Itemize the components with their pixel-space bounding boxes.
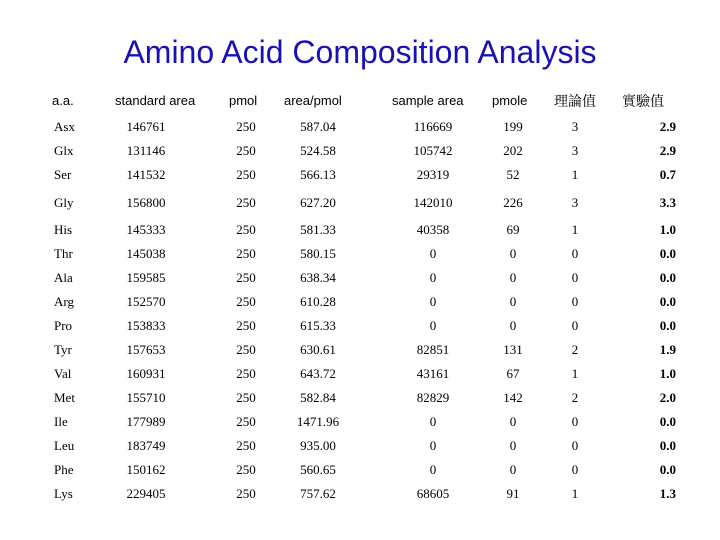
standard-area-cell: 160931 (126, 366, 166, 381)
standard-area-cell: 155710 (126, 390, 166, 405)
area-per-pmol-cell: 643.72 (300, 366, 336, 381)
pmol-cell: 250 (236, 222, 256, 237)
theoretical-cell: 3 (571, 195, 579, 210)
table-row (0, 390, 720, 410)
sample-area-cell: 0 (429, 294, 437, 309)
theoretical-cell: 1 (571, 486, 579, 501)
area-per-pmol-cell: 630.61 (300, 342, 336, 357)
table-row (0, 414, 720, 434)
area-per-pmol-cell: 582.84 (300, 390, 336, 405)
table-row (0, 167, 720, 187)
area-per-pmol-cell: 1471.96 (296, 414, 340, 429)
sample-area-cell: 105742 (413, 143, 453, 158)
table-row (0, 318, 720, 338)
table-row (0, 119, 720, 139)
pmol-cell: 250 (236, 318, 256, 333)
area-per-pmol-cell: 757.62 (300, 486, 336, 501)
area-per-pmol-cell: 566.13 (300, 167, 336, 182)
header-pmole: pmole (492, 93, 528, 108)
experimental-cell: 1.9 (659, 342, 676, 357)
standard-area-cell: 152570 (126, 294, 166, 309)
sample-area-cell: 82851 (416, 342, 450, 357)
experimental-cell: 0.7 (659, 167, 676, 182)
pmole-cell: 91 (506, 486, 520, 501)
table-row (0, 486, 720, 506)
amino-acid-cell: Ser (54, 167, 72, 182)
area-per-pmol-cell: 610.28 (300, 294, 336, 309)
amino-acid-cell: Arg (54, 294, 74, 309)
amino-acid-cell: Lys (54, 486, 73, 501)
experimental-cell: 0.0 (659, 438, 676, 453)
theoretical-cell: 0 (571, 246, 579, 261)
pmole-cell: 0 (509, 462, 517, 477)
standard-area-cell: 141532 (126, 167, 166, 182)
table-row (0, 462, 720, 482)
amino-acid-cell: Val (54, 366, 72, 381)
experimental-cell: 0.0 (659, 246, 676, 261)
pmol-cell: 250 (236, 390, 256, 405)
header-experimental: 實驗值 (622, 94, 664, 110)
sample-area-cell: 0 (429, 414, 437, 429)
pmole-cell: 52 (506, 167, 520, 182)
experimental-cell: 1.0 (659, 222, 676, 237)
table-row (0, 342, 720, 362)
table-row (0, 270, 720, 290)
area-per-pmol-cell: 560.65 (300, 462, 336, 477)
pmole-cell: 131 (503, 342, 523, 357)
pmole-cell: 202 (503, 143, 523, 158)
table-row (0, 366, 720, 386)
amino-acid-cell: Ile (54, 414, 68, 429)
area-per-pmol-cell: 581.33 (300, 222, 336, 237)
theoretical-cell: 1 (571, 222, 579, 237)
amino-acid-cell: Phe (54, 462, 74, 477)
sample-area-cell: 43161 (416, 366, 450, 381)
area-per-pmol-cell: 615.33 (300, 318, 336, 333)
amino-acid-cell: Glx (54, 143, 74, 158)
theoretical-cell: 1 (571, 366, 579, 381)
header-sample-area: sample area (392, 93, 464, 108)
experimental-cell: 0.0 (659, 414, 676, 429)
experimental-cell: 0.0 (659, 270, 676, 285)
pmol-cell: 250 (236, 119, 256, 134)
pmol-cell: 250 (236, 462, 256, 477)
amino-acid-cell: Asx (54, 119, 75, 134)
pmol-cell: 250 (236, 438, 256, 453)
pmole-cell: 67 (506, 366, 520, 381)
amino-acid-cell: Tyr (54, 342, 72, 357)
theoretical-cell: 3 (571, 143, 579, 158)
pmol-cell: 250 (236, 195, 256, 210)
table-row (0, 222, 720, 242)
pmol-cell: 250 (236, 342, 256, 357)
sample-area-cell: 29319 (416, 167, 450, 182)
standard-area-cell: 150162 (126, 462, 166, 477)
experimental-cell: 1.0 (659, 366, 676, 381)
standard-area-cell: 229405 (126, 486, 166, 501)
pmole-cell: 0 (509, 246, 517, 261)
theoretical-cell: 0 (571, 318, 579, 333)
pmol-cell: 250 (236, 414, 256, 429)
standard-area-cell: 156800 (126, 195, 166, 210)
experimental-cell: 2.0 (659, 390, 676, 405)
sample-area-cell: 0 (429, 318, 437, 333)
header-aa: a.a. (52, 93, 74, 108)
pmol-cell: 250 (236, 246, 256, 261)
theoretical-cell: 0 (571, 414, 579, 429)
theoretical-cell: 0 (571, 462, 579, 477)
pmol-cell: 250 (236, 270, 256, 285)
amino-acid-cell: Ala (54, 270, 73, 285)
standard-area-cell: 131146 (126, 143, 166, 158)
theoretical-cell: 3 (571, 119, 579, 134)
standard-area-cell: 153833 (126, 318, 166, 333)
table-row (0, 438, 720, 458)
sample-area-cell: 82829 (416, 390, 450, 405)
pmole-cell: 0 (509, 270, 517, 285)
pmol-cell: 250 (236, 167, 256, 182)
amino-acid-cell: Pro (54, 318, 73, 333)
header-theoretical: 理論值 (554, 94, 596, 110)
pmol-cell: 250 (236, 486, 256, 501)
standard-area-cell: 145333 (126, 222, 166, 237)
amino-acid-cell: Gly (54, 195, 74, 210)
table-row (0, 294, 720, 314)
page-title: Amino Acid Composition Analysis (123, 34, 597, 70)
header-area-per-pmol: area/pmol (284, 93, 342, 108)
experimental-cell: 2.9 (659, 119, 676, 134)
pmole-cell: 0 (509, 438, 517, 453)
theoretical-cell: 0 (571, 438, 579, 453)
sample-area-cell: 142010 (413, 195, 453, 210)
area-per-pmol-cell: 580.15 (300, 246, 336, 261)
area-per-pmol-cell: 638.34 (300, 270, 336, 285)
pmole-cell: 226 (503, 195, 523, 210)
sample-area-cell: 116669 (413, 119, 453, 134)
theoretical-cell: 2 (571, 342, 579, 357)
pmole-cell: 0 (509, 318, 517, 333)
standard-area-cell: 183749 (126, 438, 166, 453)
amino-acid-cell: His (54, 222, 73, 237)
theoretical-cell: 2 (571, 390, 579, 405)
area-per-pmol-cell: 587.04 (300, 119, 336, 134)
pmol-cell: 250 (236, 366, 256, 381)
sample-area-cell: 0 (429, 270, 437, 285)
standard-area-cell: 146761 (126, 119, 166, 134)
pmole-cell: 142 (503, 390, 523, 405)
amino-acid-cell: Thr (54, 246, 73, 261)
experimental-cell: 2.9 (659, 143, 676, 158)
pmol-cell: 250 (236, 294, 256, 309)
sample-area-cell: 40358 (416, 222, 450, 237)
header-pmol: pmol (229, 93, 258, 108)
table-row (0, 143, 720, 163)
standard-area-cell: 145038 (126, 246, 166, 261)
theoretical-cell: 1 (571, 167, 579, 182)
experimental-cell: 0.0 (659, 462, 676, 477)
pmole-cell: 0 (509, 414, 517, 429)
experimental-cell: 0.0 (659, 318, 676, 333)
experimental-cell: 0.0 (659, 294, 676, 309)
experimental-cell: 1.3 (659, 486, 676, 501)
area-per-pmol-cell: 935.00 (300, 438, 336, 453)
standard-area-cell: 157653 (126, 342, 166, 357)
area-per-pmol-cell: 524.58 (300, 143, 336, 158)
sample-area-cell: 0 (429, 246, 437, 261)
theoretical-cell: 0 (571, 270, 579, 285)
amino-acid-cell: Leu (54, 438, 75, 453)
experimental-cell: 3.3 (659, 195, 676, 210)
sample-area-cell: 0 (429, 462, 437, 477)
pmole-cell: 199 (503, 119, 523, 134)
area-per-pmol-cell: 627.20 (300, 195, 336, 210)
standard-area-cell: 159585 (126, 270, 166, 285)
pmole-cell: 0 (509, 294, 517, 309)
header-standard-area: standard area (115, 93, 196, 108)
theoretical-cell: 0 (571, 294, 579, 309)
table-row (0, 195, 720, 215)
sample-area-cell: 68605 (416, 486, 450, 501)
table-row (0, 246, 720, 266)
standard-area-cell: 177989 (126, 414, 166, 429)
pmole-cell: 69 (506, 222, 520, 237)
sample-area-cell: 0 (429, 438, 437, 453)
amino-acid-cell: Met (54, 390, 75, 405)
pmol-cell: 250 (236, 143, 256, 158)
